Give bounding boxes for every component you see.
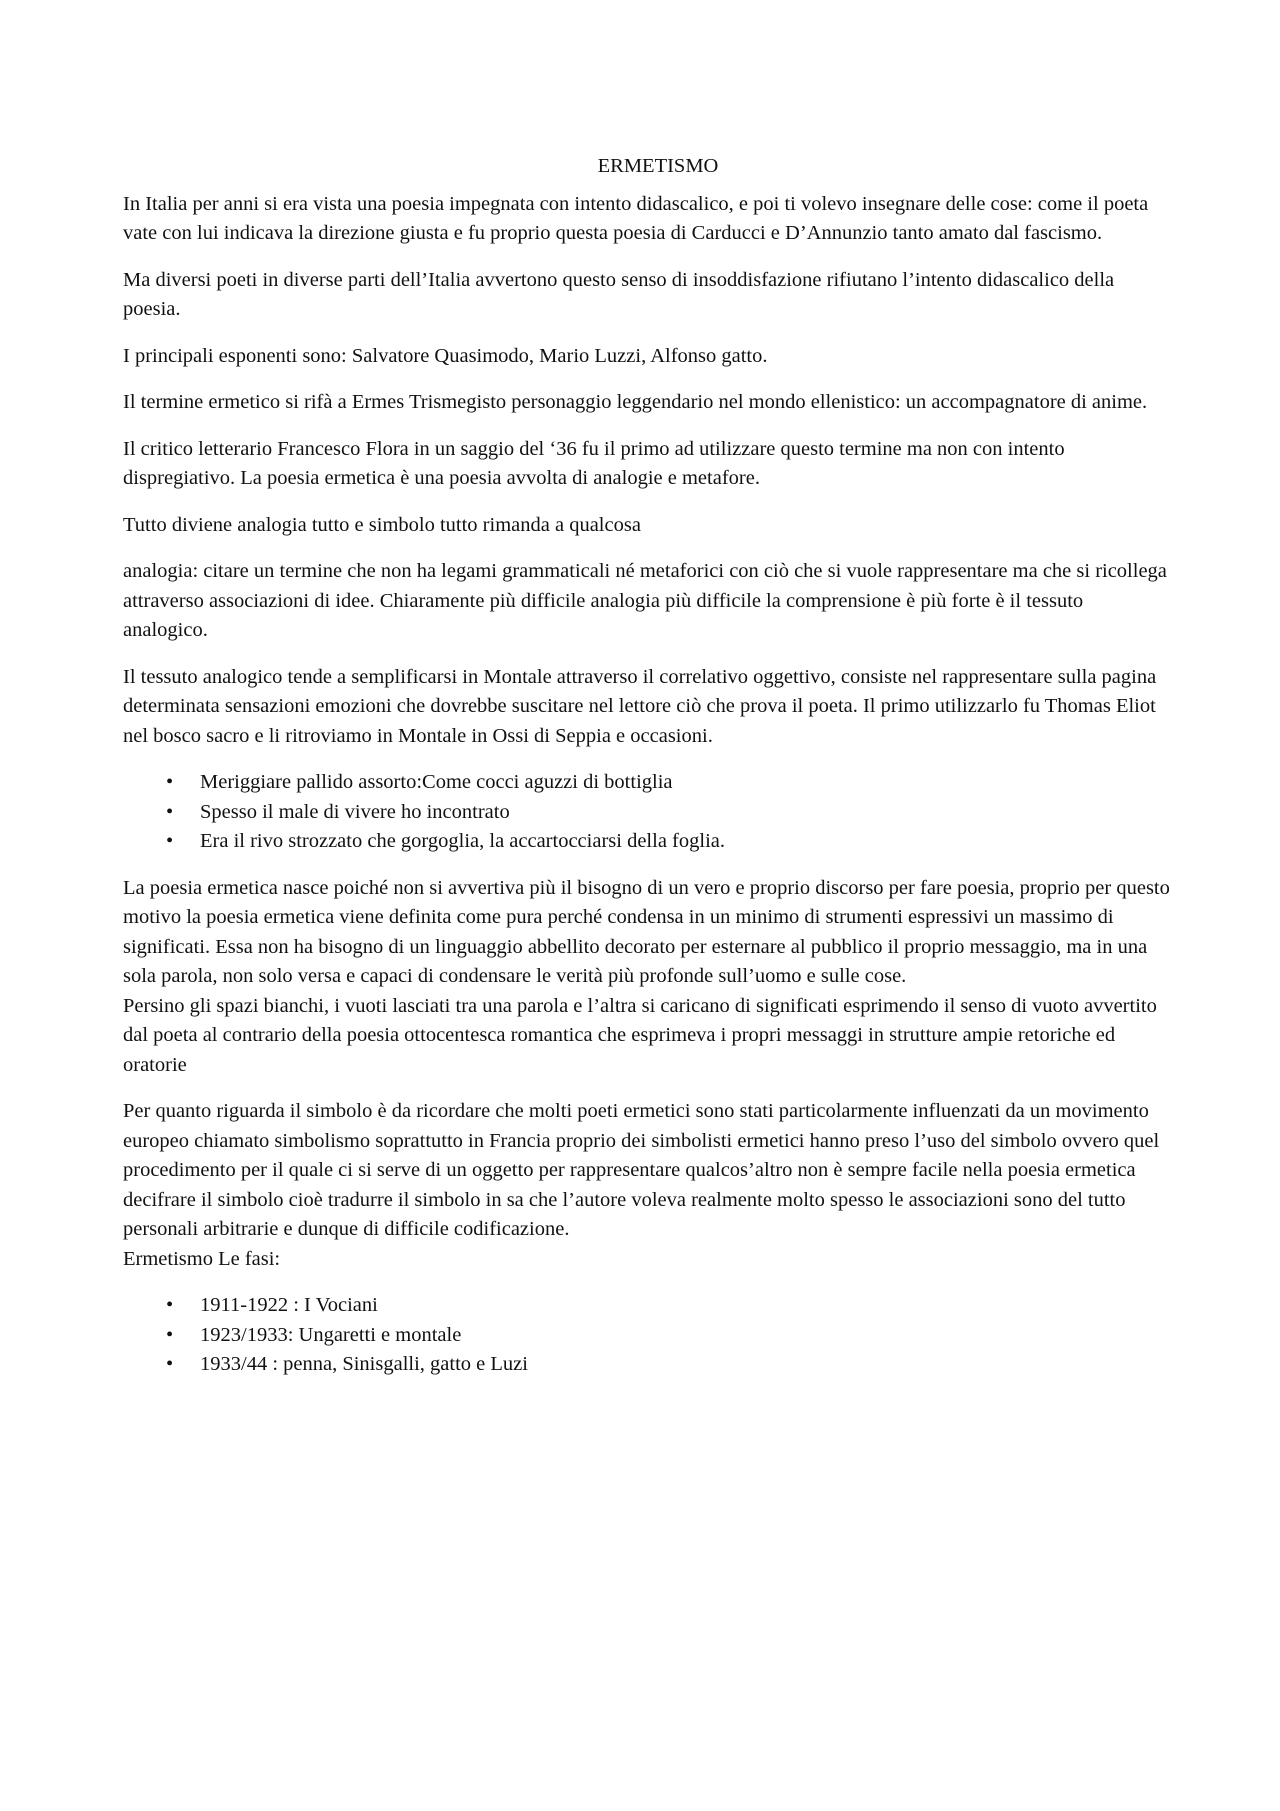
- list-item: [123, 768, 1173, 798]
- paragraph: I principali esponenti sono: Salvatore Quasimodo, Mario Luzzi, Alfonso gatto.: [123, 344, 768, 367]
- list-item-text: 1923/1933: Ungaretti e montale: [200, 1323, 462, 1346]
- list-item: [123, 827, 1173, 857]
- list-item: [123, 1291, 1173, 1321]
- paragraph: Persino gli spazi bianchi, i vuoti lasciati tra una parola e l’altra si caricano di significati esprimendo il senso di vuoto avvertito dal poeta al contrario della poesia ottocentesca romantica che esprimeva i propri messaggi in strutture ampie retoriche ed oratorie: [123, 994, 1157, 1076]
- paragraph: La poesia ermetica nasce poiché non si avvertiva più il bisogno di un vero e proprio discorso per fare poesia, proprio per questo motivo la poesia ermetica viene definita come pura perché condensa in un minimo di strumenti espressivi un massimo di significati. Essa non ha bisogno di un linguaggio abbellito decorato per esternare al pubblico il proprio messaggio, ma in una sola parola, non solo versa e capaci di condensare le verità più profonde sull’uomo e sulle cose.: [123, 876, 1170, 987]
- list-item: [123, 1321, 1173, 1351]
- paragraph: Per quanto riguarda il simbolo è da ricordare che molti poeti ermetici sono stati particolarmente influenzati da un movimento europeo chiamato simbolismo soprattutto in Francia proprio dei simbolisti ermetici hanno preso l’uso del simbolo ovvero quel procedimento per il quale ci si serve di un oggetto per rappresentare qualcos’altro non è sempre facile nella poesia ermetica decifrare il simbolo cioè tradurre il simbolo in sa che l’autore voleva realmente molto spesso le associazioni sono del tutto personali arbitrarie e dunque di difficile codificazione.: [123, 1100, 1160, 1240]
- bullet-icon: •: [166, 1323, 174, 1346]
- list-item-text: Meriggiare pallido assorto:Come cocci aguzzi di bottiglia: [200, 771, 673, 793]
- paragraph: analogia: citare un termine che non ha legami grammaticali né metaforici con ciò che si vuole rappresentare ma che si ricollega attraverso associazioni di idee. Chiaramente più difficile analogia più difficile la comprensione è più forte è il tessuto analogico.: [123, 560, 1167, 641]
- list-item: [123, 1350, 1173, 1380]
- bullet-icon: •: [166, 1353, 174, 1375]
- list-item-text: 1933/44 : penna, Sinisgalli, gatto e Luzi: [200, 1353, 528, 1375]
- list-item-text: Era il rivo strozzato che gorgoglia, la accartocciarsi della foglia.: [200, 830, 725, 852]
- bullet-icon: •: [166, 1294, 174, 1316]
- bullet-list-examples: [123, 768, 1173, 857]
- paragraph: Ma diversi poeti in diverse parti dell’Italia avvertono questo senso di insoddisfazione rifiutano l’intento didascalico della poesia.: [123, 268, 1115, 320]
- document-body: [123, 152, 1173, 1397]
- bullet-icon: •: [166, 830, 174, 852]
- paragraph: Il tessuto analogico tende a semplificarsi in Montale attraverso il correlativo oggettivo, consiste nel rappresentare sulla pagina determinata sensazioni emozioni che dovrebbe suscitare nel lettore ciò che prova il poeta. Il primo utilizzarlo fu Thomas Eliot nel bosco sacro e li ritroviamo in Montale in Ossi di Seppia e occasioni.: [123, 665, 1157, 747]
- page-title: ERMETISMO: [597, 155, 719, 177]
- paragraph: Tutto diviene analogia tutto e simbolo tutto rimanda a qualcosa: [123, 513, 641, 536]
- list-item-text: 1911-1922 : I Vociani: [200, 1294, 378, 1316]
- paragraph: Ermetismo Le fasi:: [123, 1247, 281, 1270]
- bullet-icon: •: [166, 771, 174, 793]
- bullet-icon: •: [166, 800, 174, 823]
- list-item-text: Spesso il male di vivere ho incontrato: [200, 800, 510, 823]
- paragraph: Il termine ermetico si rifà a Ermes Trismegisto personaggio leggendario nel mondo ellenistico: un accompagnatore di anime.: [123, 391, 1148, 413]
- list-item: [123, 798, 1173, 828]
- paragraph: In Italia per anni si era vista una poesia impegnata con intento didascalico, e poi ti volevo insegnare delle cose: come il poeta vate con lui indicava la direzione giusta e fu proprio questa poesia di Carducci e D’Annunzio tanto amato dal fascismo.: [123, 192, 1149, 244]
- paragraph: Il critico letterario Francesco Flora in un saggio del ‘36 fu il primo ad utilizzare questo termine ma non con intento dispregiativo. La poesia ermetica è una poesia avvolta di analogie e metafore.: [123, 437, 1065, 489]
- bullet-list-phases: [123, 1291, 1173, 1380]
